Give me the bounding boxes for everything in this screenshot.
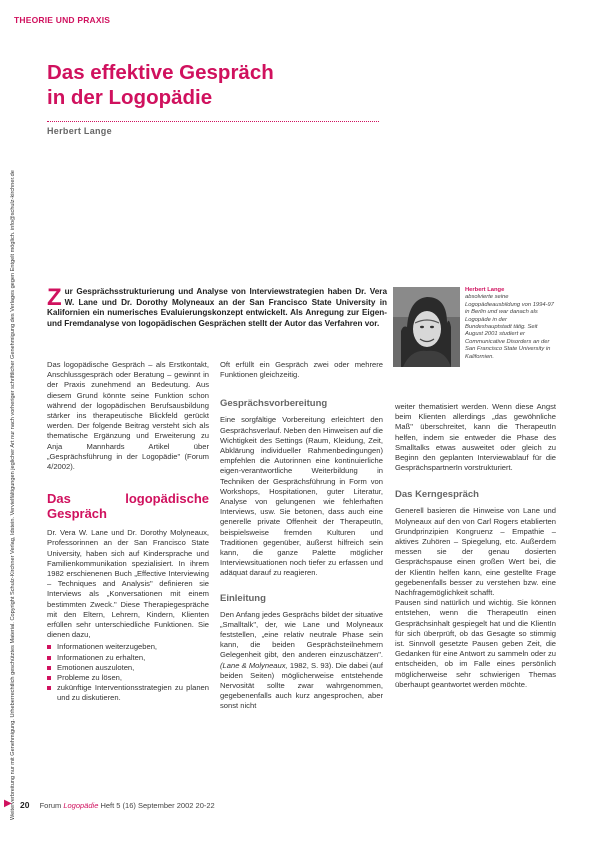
heading-gespraechsvorbereitung: Gesprächsvorbereitung: [220, 398, 328, 410]
bullet-square-icon: [47, 686, 51, 690]
author-portrait-image: [393, 287, 460, 367]
list-item: Probleme zu lösen,: [47, 673, 209, 683]
list-item: Informationen zu erhalten,: [47, 653, 209, 663]
heading-einleitung: Einleitung: [220, 592, 266, 604]
paragraph-oft: Oft erfüllt ein Gespräch zwei oder mehrere Funktionen gleichzeitig.: [220, 360, 383, 380]
title-line-1: Das effektive Gespräch: [47, 61, 274, 84]
footer-forum: Forum: [39, 801, 62, 810]
arrow-right-icon: ▶: [4, 798, 12, 809]
caption-text: absolvierte seine Logopädieausbildung von 1994-97 in Berlin und war danach als Logopäde in der Bundeshauptstadt tätig. Seit August 2001 studiert er Communicative Disorders an der San Francisco State University in Kalifornien.: [465, 294, 554, 360]
paragraph-vorbereitung: Eine sorgfältige Vorbereitung erleichtert den Gesprächsverlauf. Neben den Hinweisen auf die Wichtigkeit des Settings (Raum, Kleidung, Zeit, Abklärung individueller Rahmenbedingungen) empfehlen die Autorinnen eine kontinuierliche eigen-verantwortliche Weiterbildung in Techniken der Gesprächsführung in Form von Workshops, Hospitationen, guter Literatur, Analyse von gelungenen wie fehlerhaften Interviews, usw. Sie betonen, dass auch eine generelle private Offenheit der TherapeutIn, beispielsweise fremden Kulturen und Traditionen gegenüber, äußerst hilfreich sein kann, die ganze Palette möglicher Interviewsituationen noch tiefer zu erfassen und adäquat darauf zu reagieren.: [220, 415, 383, 578]
list-item: Emotionen auszuloten,: [47, 663, 209, 673]
bullet-square-icon: [47, 676, 51, 680]
heading-logopaedisches-gespraech: Das logopädische Gespräch: [47, 491, 209, 522]
paragraph-pausen: Pausen sind natürlich und wichtig. Sie können entstehen, wenn die TherapeutIn einen Gesprächsinhalt gespiegelt hat und die KlientIn für sich überprüft, ob das Gesagte so stimmig ist. Sinnvoll gesetzte Pausen geben Zeit, die Gedanken für eine Antwort zu sammeln oder zu entscheiden, ob im Falle eines persönlich möglicherweise sehr schwierigen Themas überhaupt geantwortet werden möchte.: [395, 598, 556, 689]
author-photo: [393, 287, 460, 367]
bullet-square-icon: [47, 656, 51, 660]
column-2: [220, 360, 383, 712]
paragraph-lane-molyneaux: Dr. Vera W. Lane und Dr. Dorothy Molyneaux, Professorinnen an der San Francisco State University, haben sich auf Kindersprache und Familienkommunikation spezialisiert. In ihrem 1982 erschienenen Buch „Effective Interviewing – Techniques and Analysis" definieren sie Interviews als „Konversationen mit einem bestimmten Zweck." Diese Therapiegespräche mit den Eltern, Lehrern, Kindern, Klienten erfüllen sehr unterschiedliche Funktionen. Sie dienen dazu,: [47, 528, 209, 640]
article-title: [47, 60, 377, 110]
bullet-square-icon: [47, 645, 51, 649]
footer-issue: Heft 5 (16) September 2002 20-22: [100, 801, 215, 810]
page-footer: [20, 800, 215, 810]
caption-name: Herbert Lange: [465, 287, 505, 293]
author-byline: Herbert Lange: [47, 126, 112, 136]
column-3: [395, 402, 556, 690]
footer-brand: Logopädie: [63, 801, 99, 810]
author-caption: [465, 287, 555, 361]
section-label: THEORIE UND PRAXIS: [14, 15, 111, 25]
title-line-2: in der Logopädie: [47, 86, 213, 109]
paragraph-einleitung: Den Anfang jedes Gesprächs bildet der situative „Smalltalk", der, wie Lane und Molyneaux feststellen, „eine relativ neutrale Phase sein kann, die beiden Gesprächsteilnehmern Gelegenheit gibt, den anderen einzuschätzen". (Lane & Molyneaux, 1982, S. 93). Die dabei (auf beiden Seiten) möglicherweise entstehende Nervosität sollte zwar wahrgenommen, gegebenenfalls auch kurz angesprochen, aber sonst nicht: [220, 609, 384, 711]
heading-kerngespraech: Das Kerngespräch: [395, 489, 479, 501]
title-divider: [47, 121, 379, 122]
bullet-square-icon: [47, 666, 51, 670]
drop-cap: Z: [47, 284, 62, 311]
paragraph-kerngespraech: Generell basieren die Hinweise von Lane und Molyneaux auf den von Carl Rogers etablierten Grundprinzipien Kongruenz – Empathie – aktives Zuhören – Spiegelung, etc. Außerdem messen sie der genau dosierten Gesprächspause einen großen Wert bei, die der KlientIn helfen kann, eine gestellte Frage gegebenenfalls besser zu verstehen bzw. eine Nachfragemöglichkeit schafft.: [395, 506, 556, 598]
lead-text: ur Gesprächsstrukturierung und Analyse von Interviewstrategien haben Dr. Vera W. Lane und Dr. Dorothy Molyneaux an der San Francisco State University in Kalifornien ein numerisches Evaluierungskonzept entwickelt. Als Anregung zur Eigen- und Fremdanalyse von logopädischen Gesprächen stellt der Autor das Verfahren vor.: [47, 287, 387, 328]
function-list: [47, 642, 209, 703]
column-1: [47, 360, 209, 704]
list-item: Informationen weiterzugeben,: [47, 642, 209, 652]
page-number: 20: [20, 800, 30, 810]
intro-paragraph: Das logopädische Gespräch – als Erstkontakt, Anschlussgespräch oder Beratung – gewinnt in der Praxis zunehmend an Bedeutung. Aus diesem Grund könnte seine Funktion schon während der logopädischen Berufsausbildung stärker ins therapeutische Blickfeld gerückt werden. Der folgende Beitrag versteht sich als thematische Ergänzung und Erweiterung zu Anja Mannhards Artikel über „Gesprächsführung in der Logopädie" (Forum 4/2002).: [47, 360, 209, 472]
paragraph-weiter: weiter thematisiert werden. Wenn diese Angst beim Klienten allerdings „das gewöhnliche Maß" überschreitet, kann die TherapeutIn helfen, indem sie entweder die Phase des Smalltalks etwas ausweitet oder gleich zu Beginn den geplanten Interviewablauf für die GesprächspartnerIn vorstrukturiert.: [395, 402, 556, 473]
copyright-sidebar: [4, 20, 16, 820]
copyright-notice: Weiterverbreitung nur mit Genehmigung. Urheberrechtlich geschütztes Material. Copyright Schulz-Kirchner Verlag, Idstein. Vervielfältigungen jeglicher Art nur nach vorheriger schriftlicher Genehmigung des Verlages gegen Entgelt möglich. info@schulz-kirchner.de: [10, 170, 16, 820]
list-item: zukünftige Interventionsstrategien zu planen und zu diskutieren.: [47, 683, 209, 703]
lead-paragraph: [47, 284, 387, 329]
